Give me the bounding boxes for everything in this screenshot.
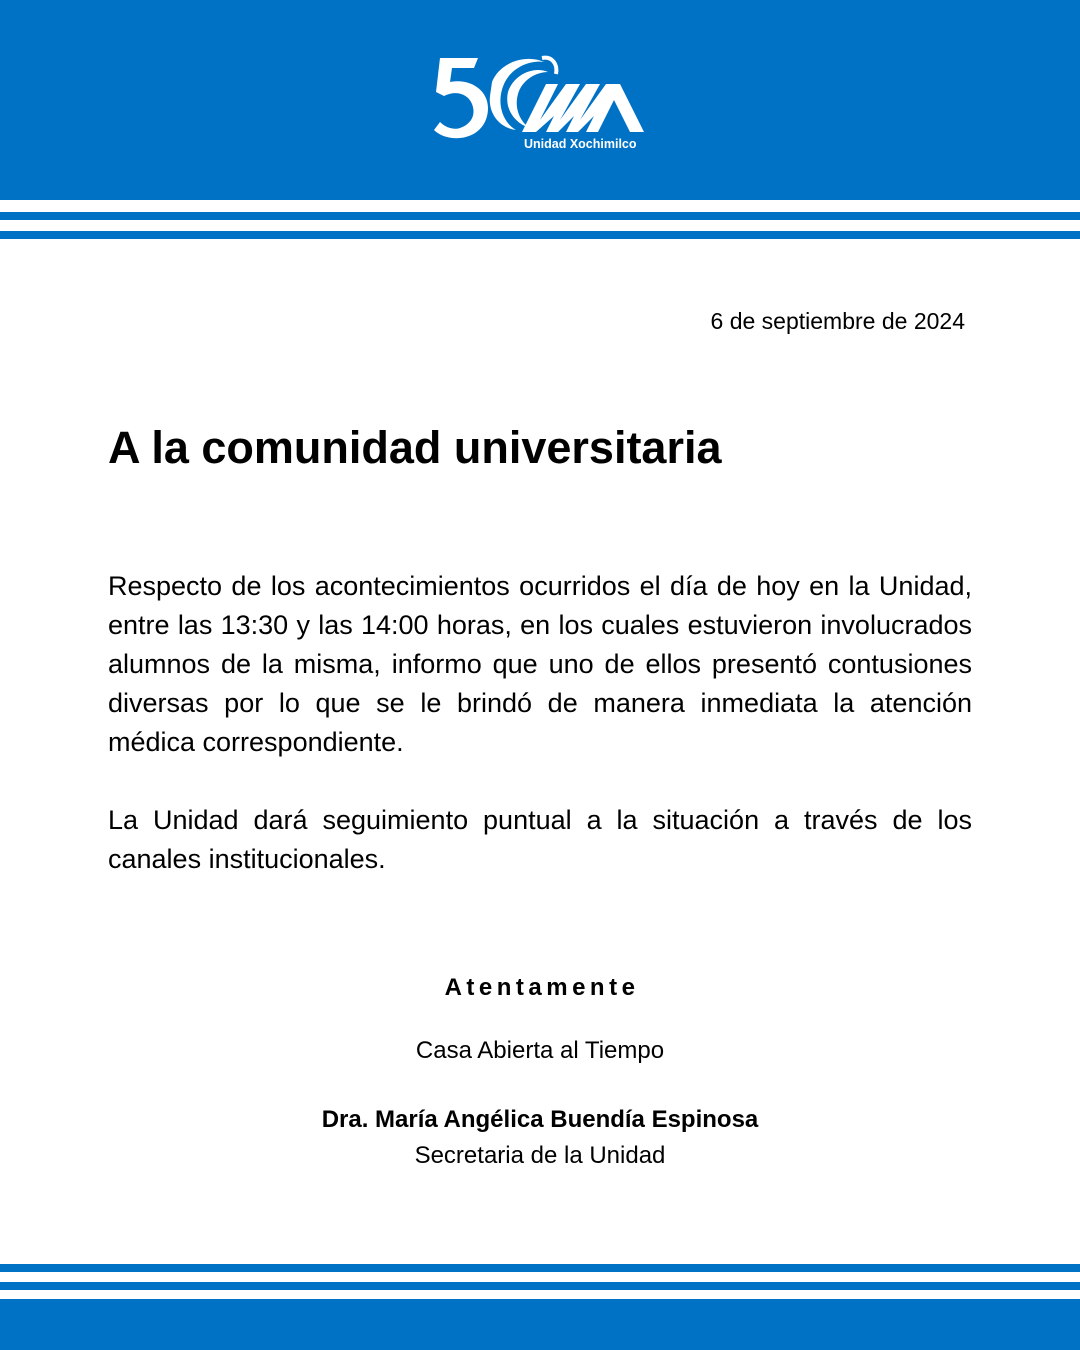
closing-salutation: Atentamente xyxy=(444,974,640,1001)
header-stripe-top xyxy=(0,212,1080,220)
header-stripe-bottom xyxy=(0,231,1080,239)
body-paragraph-2: La Unidad dará seguimiento puntual a la situación a través de los canales institucionales. xyxy=(108,805,972,874)
body-paragraph-1: Respecto de los acontecimientos ocurridos el día de hoy en la Unidad, entre las 13:30 y las 14:00 horas, en los cuales estuvieron involucrados alumnos de la misma, informo que uno de ellos presentó contusiones diversas por lo que se le brindó de manera inmediata la atención médica correspondiente. xyxy=(108,571,972,757)
signer-role: Secretaria de la Unidad xyxy=(414,1142,666,1169)
logo-caption: Unidad Xochimilco xyxy=(524,137,637,151)
document-date: 6 de septiembre de 2024 xyxy=(710,308,965,334)
footer-band xyxy=(0,1299,1080,1350)
footer-stripe-bottom xyxy=(0,1282,1080,1290)
page-title: A la comunidad universitaria xyxy=(108,422,722,473)
signer-name: Dra. María Angélica Buendía Espinosa xyxy=(321,1106,759,1133)
institution-motto: Casa Abierta al Tiempo xyxy=(415,1037,665,1064)
footer-stripe-top xyxy=(0,1264,1080,1272)
